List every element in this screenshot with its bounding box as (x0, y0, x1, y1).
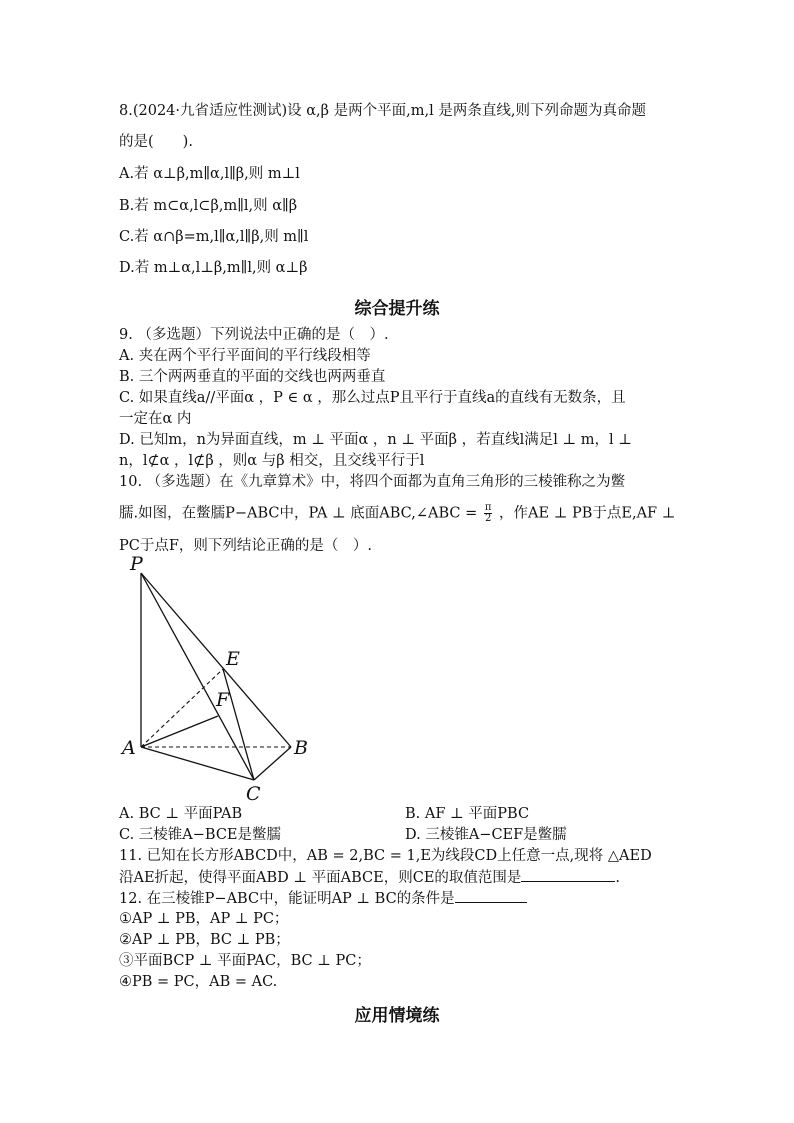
q10-stem-line1: 10. （多选题）在《九章算术》中，将四个面都为直角三角形的三棱锥称之为鳖 (119, 474, 626, 490)
edge-PB (141, 573, 291, 747)
q8-option-d: D.若 m⊥α,l⊥β,m∥l,则 α⊥β (119, 260, 308, 276)
edge-AC (141, 747, 254, 780)
q10-stem-line3: PC于点F，则下列结论正确的是（ ）. (119, 538, 373, 554)
segment-AF (141, 716, 218, 747)
q12-condition-3: ③平面BCP ⊥ 平面PAC，BC ⊥ PC； (119, 953, 371, 969)
q8-option-c: C.若 α∩β=m,l∥α,l∥β,则 m∥l (119, 229, 309, 245)
q12-condition-1: ①AP ⊥ PB，AP ⊥ PC； (119, 911, 289, 927)
q9-option-c-line1: C. 如果直线a//平面α ，P ∈ α ，那么过点P且平行于直线a的直线有无数条，且 (119, 390, 626, 406)
label-A: A (122, 737, 136, 759)
section-heading-application: 应用情境练 (354, 1006, 440, 1026)
q10-option-a: A. BC ⊥ 平面PAB (119, 806, 243, 822)
q12-stem (119, 888, 527, 909)
q8-option-b: B.若 m⊂α,l⊂β,m∥l,则 α∥β (119, 198, 298, 214)
q11-stem-line2-end: . (615, 870, 621, 886)
q10-option-b: B. AF ⊥ 平面PBC (405, 806, 530, 822)
label-F: F (216, 689, 230, 711)
q11-stem-line2 (119, 867, 620, 888)
q9-option-d-line2: n，l⊄α ，l⊄β ，则α 与β 相交，且交线平行于l (119, 453, 425, 469)
q8-stem-line1: 8.(2024·九省适应性测试)设 α,β 是两个平面,m,l 是两条直线,则下列命题为真命题 (119, 103, 646, 119)
label-C: C (246, 783, 261, 805)
q9-stem: 9. （多选题）下列说法中正确的是（ ）. (119, 327, 389, 343)
q8-option-a: A.若 α⊥β,m∥α,l∥β,则 m⊥l (119, 166, 300, 182)
q11-stem-line2-text: 沿AE折起，使得平面ABD ⊥ 平面ABCE，则CE的取值范围是 (119, 870, 522, 886)
section-heading-comprehensive: 综合提升练 (354, 299, 440, 319)
q10-fraction-denominator: 2 (484, 513, 492, 524)
q12-condition-4: ④PB = PC，AB = AC. (119, 974, 278, 990)
q12-condition-2: ②AP ⊥ PB，BC ⊥ PB； (119, 932, 290, 948)
q10-stem-line2-part2: ，作AE ⊥ PB于点E,AF ⊥ (499, 505, 676, 522)
q10-option-d: D. 三棱锥A−CEF是鳖臑 (405, 827, 567, 843)
q9-option-a: A. 夹在两个平行平面间的平行线段相等 (119, 348, 371, 364)
label-B: B (294, 737, 308, 759)
q10-stem-line2-part1: 臑.如图，在鳖臑P−ABC中，PA ⊥ 底面ABC,∠ABC = (119, 505, 478, 522)
label-E: E (226, 648, 240, 670)
edge-BC (254, 747, 291, 780)
q11-answer-blank[interactable] (521, 867, 615, 882)
q10-option-c: C. 三棱锥A−BCE是鳖臑 (119, 827, 282, 843)
segment-AE-hidden (141, 669, 223, 747)
q11-stem-line1: 11. 已知在长方形ABCD中，AB = 2,BC = 1,E为线段CD上任意一点,现将 △AED (119, 848, 652, 864)
q9-option-c-line2: 一定在α 内 (119, 411, 192, 427)
q12-stem-text: 12. 在三棱锥P−ABC中，能证明AP ⊥ BC的条件是 (119, 891, 455, 907)
q12-answer-blank[interactable] (455, 888, 527, 903)
q9-option-b: B. 三个两两垂直的平面的交线也两两垂直 (119, 369, 386, 385)
q8-stem-line2: 的是( ). (119, 134, 193, 150)
label-P: P (130, 553, 143, 575)
edge-PC (141, 573, 254, 780)
q9-option-d-line1: D. 已知m，n为异面直线，m ⊥ 平面α ，n ⊥ 平面β ，若直线l满足l ⊥ m，l ⊥ (119, 432, 632, 448)
q10-fraction-numerator: π (484, 502, 492, 513)
